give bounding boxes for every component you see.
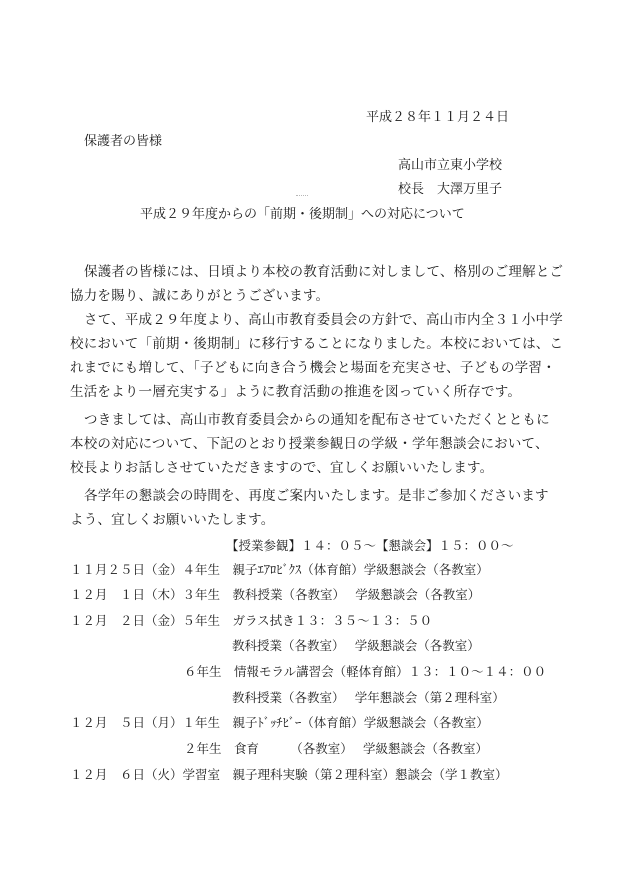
schedule-row: １２月 ２日（金）５年生 ガラス拭き１３：３５～１３：５０ bbox=[70, 613, 433, 628]
body-line: さて、平成２９年度より、高山市教育委員会の方針で、高山市内全３１小中学 bbox=[84, 312, 563, 328]
schedule-row: ６年生 情報モラル講習会（軽体育館）１３：１０～１４：００ bbox=[184, 664, 547, 679]
body-line: 協力を賜り、誠にありがとうございます。 bbox=[70, 288, 330, 304]
body-line: 生活をより一層充実する」ように教育活動の推進を図っていく所存です。 bbox=[70, 384, 522, 400]
schedule-row: １２月 ５日（月）１年生 親子ﾄﾞｯﾁﾋﾞｰ（体育館）学級懇談会（各教室） bbox=[70, 715, 489, 730]
body-line: 本校の対応について、下記のとおり授業参観日の学級・学年懇談会において、 bbox=[70, 436, 549, 452]
letter-title: 平成２９年度からの「前期・後期制」への対応について bbox=[140, 207, 465, 222]
schedule-row: 教科授業（各教室） 学級懇談会（各教室） bbox=[232, 638, 480, 653]
schedule-row: １２月 ６日（火）学習室 親子理科実験（第２理科室）懇談会（学１教室） bbox=[70, 767, 508, 782]
principal-name: 校長 大澤万里子 bbox=[398, 182, 503, 197]
schedule-row: 教科授業（各教室） 学年懇談会（第２理科室） bbox=[232, 690, 505, 705]
body-line: 校において「前期・後期制」に移行することになりました。本校においては、こ bbox=[70, 336, 564, 352]
body-line: 各学年の懇談会の時間を、再度ご案内いたします。是非ご参加くださいます bbox=[84, 488, 549, 504]
body-line: 保護者の皆様には、日頃より本校の教育活動に対しまして、格別のご理解とご bbox=[84, 264, 564, 280]
body-line: つきましては、高山市教育委員会からの通知を配布させていただくとともに bbox=[84, 412, 550, 428]
body-line: よう、宜しくお願いいたします。 bbox=[70, 512, 275, 528]
school-name: 高山市立東小学校 bbox=[398, 158, 503, 173]
body-line: 校長よりお話しさせていただきますので、宜しくお願いいたします。 bbox=[70, 460, 494, 476]
schedule-row: １２月 １日（木）３年生 教科授業（各教室） 学級懇談会（各教室） bbox=[70, 587, 481, 602]
schedule-row: ２年生 食育 （各教室） 学級懇談会（各教室） bbox=[184, 741, 488, 756]
body-line: れまでにも増して、「子どもに向き合う機会と場面を充実させ、子どもの学習・ bbox=[70, 360, 556, 376]
letter-date: 平成２８年１１月２４日 bbox=[366, 110, 510, 125]
scan-artifact bbox=[296, 195, 308, 204]
schedule-header: 【授業参観】１４：０５～【懇談会】１５：００～ bbox=[226, 538, 514, 553]
schedule-row: １１月２５日（金）４年生 親子ｴｱﾛﾋﾞｸｽ（体育館）学級懇談会（各教室） bbox=[70, 562, 489, 577]
recipient-label: 保護者の皆様 bbox=[84, 134, 163, 149]
